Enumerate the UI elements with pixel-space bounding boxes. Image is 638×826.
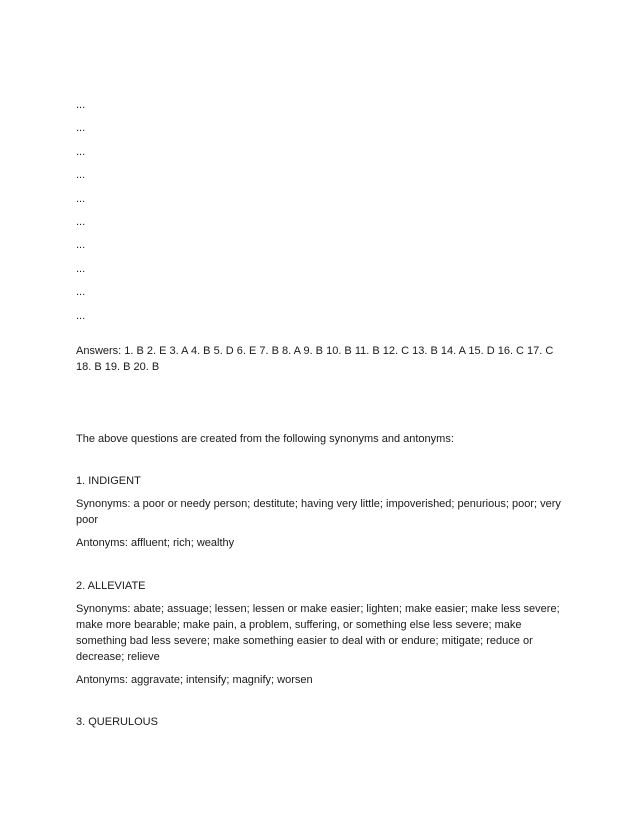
ellipsis-line: ...	[76, 262, 86, 275]
word-entry	[76, 714, 566, 730]
word-heading: 3. QUERULOUS	[76, 715, 158, 728]
intro-text: The above questions are created from the following synonyms and antonyms:	[76, 432, 454, 445]
ellipsis-line: ...	[76, 99, 86, 111]
synonyms-text: Synonyms: abate; assuage; lessen; lessen or make easier; lighten; make easier; make less severe; make more bearable; make pain, a problem, suffering, or something else less severe; make something bad less severe; make something easier to deal with or endure; mitigate; reduce or decrease; relieve	[76, 602, 560, 663]
antonyms-text: Antonyms: affluent; rich; wealthy	[76, 536, 235, 549]
ellipsis-line: ...	[76, 169, 86, 182]
ellipsis-line: ...	[76, 309, 86, 322]
word-entry	[76, 473, 566, 551]
ellipsis-list	[76, 97, 566, 331]
word-heading: 2. ALLEVIATE	[76, 579, 146, 592]
ellipsis-line: ...	[76, 192, 86, 205]
ellipsis-line: ...	[76, 286, 86, 299]
word-entry	[76, 578, 566, 688]
answer-key: Answers: 1. B 2. E 3. A 4. B 5. D 6. E 7. B 8. A 9. B 10. B 11. B 12. C 13. B 14. A 15. D 16. C 17. C 18. B 19. B 20. B	[76, 344, 554, 373]
synonyms-text: Synonyms: a poor or needy person; destitute; having very little; impoverished; penurious; poor; very poor	[76, 497, 561, 526]
ellipsis-line: ...	[76, 122, 86, 135]
antonyms-text: Antonyms: aggravate; intensify; magnify; worsen	[76, 673, 313, 686]
ellipsis-line: ...	[76, 239, 86, 252]
ellipsis-line: ...	[76, 145, 86, 158]
ellipsis-line: ...	[76, 215, 86, 228]
document-content	[76, 97, 566, 737]
word-heading: 1. INDIGENT	[76, 474, 141, 487]
